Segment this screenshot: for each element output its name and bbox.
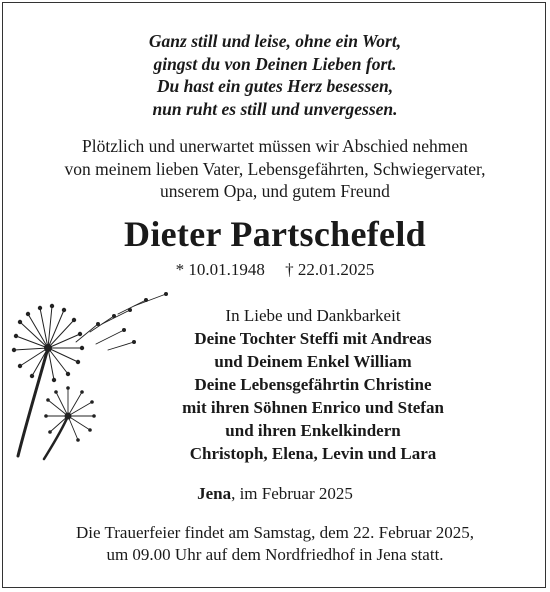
- intro-line: Plötzlich und unerwartet müssen wir Abschied nehmen: [82, 136, 468, 156]
- ceremony-info: [0, 522, 550, 566]
- mourner-line: und ihren Enkelkindern: [225, 421, 401, 440]
- poem-line: Du hast ein gutes Herz besessen,: [156, 76, 394, 96]
- birth-date: * 10.01.1948: [175, 260, 265, 279]
- mourner-line: Deine Lebensgefährtin Christine: [194, 375, 432, 394]
- place-date: [0, 483, 550, 505]
- life-dates: [0, 259, 550, 281]
- mourner-line: mit ihren Söhnen Enrico und Stefan: [182, 398, 444, 417]
- mourner-line: Deine Tochter Steffi mit Andreas: [194, 329, 432, 348]
- place-month: , im Februar 2025: [231, 484, 353, 503]
- mourners-heading: In Liebe und Dankbarkeit: [225, 306, 401, 325]
- intro-line: von meinem lieben Vater, Lebensgefährten, Schwiegervater,: [64, 158, 486, 179]
- ceremony-line: um 09.00 Uhr auf dem Nordfriedhof in Jena statt.: [106, 545, 444, 564]
- poem-line: nun ruht es still und unvergessen.: [152, 98, 398, 119]
- death-date: † 22.01.2025: [285, 260, 375, 279]
- deceased-name: Dieter Partschefeld: [124, 214, 426, 254]
- ceremony-line: Die Trauerfeier findet am Samstag, dem 22. Februar 2025,: [76, 523, 474, 542]
- mourner-line: Christoph, Elena, Levin und Lara: [189, 444, 437, 463]
- intro-line: unserem Opa, und gutem Freund: [160, 181, 390, 201]
- place-city: Jena: [197, 484, 232, 503]
- mourners-list: [86, 304, 540, 465]
- poem: [0, 30, 550, 120]
- mourner-line: und Deinem Enkel William: [214, 352, 412, 371]
- poem-line: gingst du von Deinen Lieben fort.: [153, 53, 397, 74]
- poem-line: Ganz still und leise, ohne ein Wort,: [148, 31, 402, 51]
- intro-text: [0, 135, 550, 203]
